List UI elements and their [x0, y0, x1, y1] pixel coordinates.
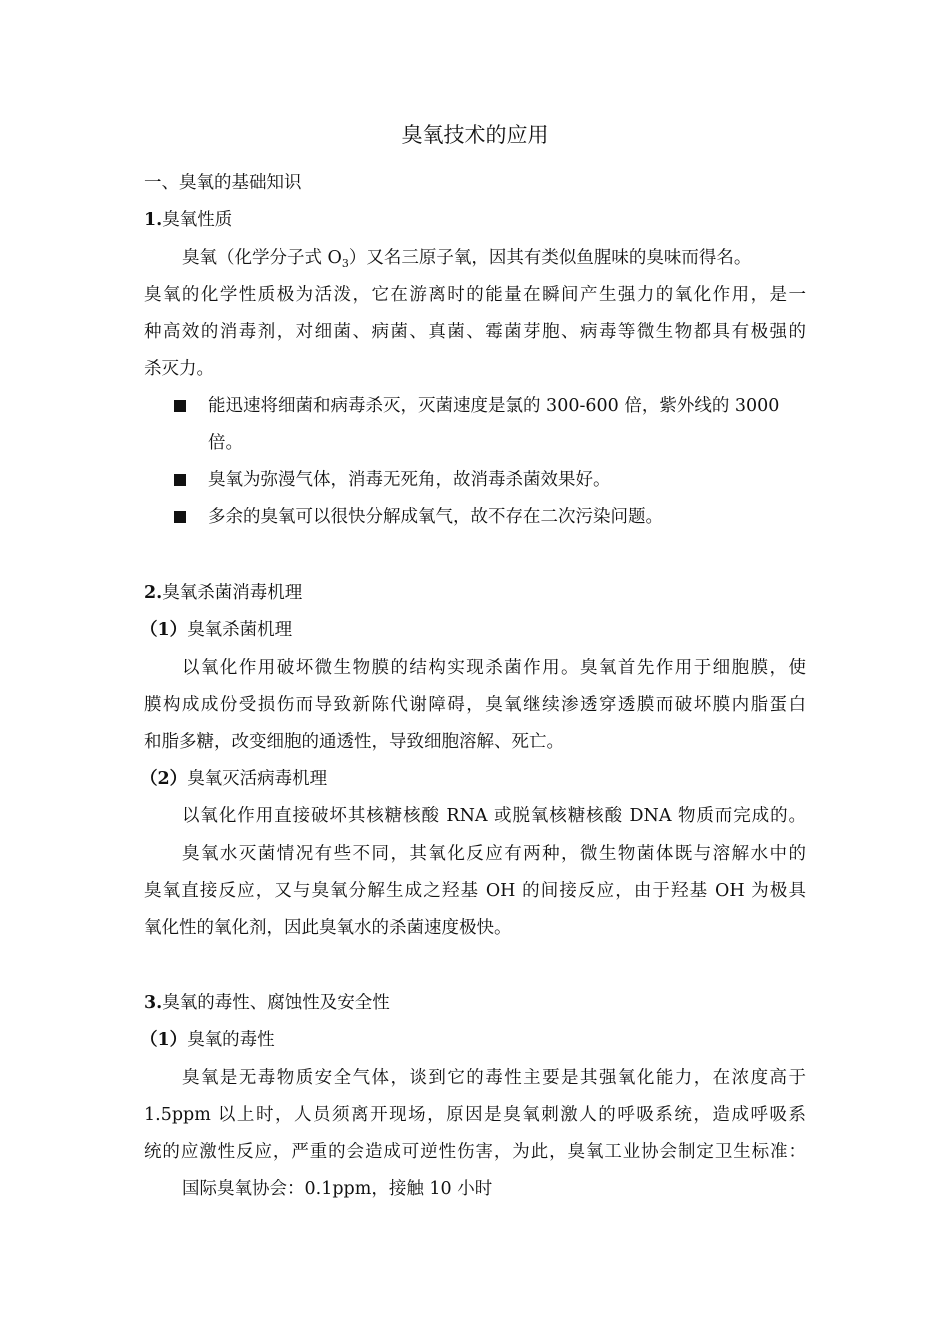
- subsection-heading-2: [144, 575, 814, 612]
- paragraph-line: 臭氧的化学性质极为活泼，它在游离时的能量在瞬间产生强力的氧化作用，是一: [144, 285, 806, 305]
- square-bullet-icon: [174, 400, 186, 412]
- square-bullet-icon: [174, 511, 186, 523]
- subsection-number: 2.: [144, 583, 163, 603]
- subsection-number: 3.: [144, 993, 163, 1013]
- paragraph-line: 和脂多糖，改变细胞的通透性，导致细胞溶解、死亡。: [144, 732, 564, 752]
- subsection-number: 1.: [144, 210, 163, 230]
- bullet-text: 能迅速将细菌和病毒杀灭，灭菌速度是氯的 300-600 倍，紫外线的 3000: [208, 396, 780, 416]
- subscript: 3: [341, 257, 349, 270]
- subsection-label: 臭氧杀菌消毒机理: [162, 583, 303, 603]
- bullet-text: 臭氧为弥漫气体，消毒无死角，故消毒杀菌效果好。: [208, 470, 611, 490]
- text-span: 臭氧（化学分子式 O: [182, 248, 342, 268]
- part-number: （1）: [140, 1030, 188, 1050]
- square-bullet-icon: [174, 474, 186, 486]
- paragraph-line: 统的应激性反应，严重的会造成可逆性伤害，为此，臭氧工业协会制定卫生标准：: [144, 1142, 806, 1162]
- paragraph-line: 以氧化作用破坏微生物膜的结构实现杀菌作用。臭氧首先作用于细胞膜，使: [182, 658, 806, 678]
- paragraph-line: 国际臭氧协会：0.1ppm，接触 10 小时: [182, 1179, 493, 1199]
- part-number: （2）: [140, 769, 188, 789]
- paragraph-line: 以氧化作用直接破坏其核糖核酸 RNA 或脱氧核糖核酸 DNA 物质而完成的。: [182, 806, 806, 826]
- paragraph-line: 氧化性的氧化剂，因此臭氧水的杀菌速度极快。: [144, 918, 512, 938]
- text-span: ）又名三原子氧，因其有类似鱼腥味的臭味而得名。: [348, 248, 752, 268]
- paragraph-line: 杀灭力。: [144, 359, 214, 379]
- document-title: 臭氧技术的应用: [401, 123, 549, 147]
- part-label: 臭氧杀菌机理: [187, 620, 293, 640]
- subsection-heading-3: [144, 985, 814, 1022]
- paragraph-line: 膜构成成份受损伤而导致新陈代谢障碍，臭氧继续渗透穿透膜而破坏膜内脂蛋白: [144, 695, 806, 715]
- paragraph-line: 臭氧水灭菌情况有些不同，其氧化反应有两种，微生物菌体既与溶解水中的: [182, 844, 806, 864]
- part-label: 臭氧灭活病毒机理: [187, 769, 328, 789]
- bullet-text: 多余的臭氧可以很快分解成氧气，故不存在二次污染问题。: [208, 507, 663, 527]
- subsection-label: 臭氧性质: [162, 210, 233, 230]
- paragraph-line: 种高效的消毒剂，对细菌、病菌、真菌、霉菌芽胞、病毒等微生物都具有极强的: [144, 322, 806, 342]
- part-label: 臭氧的毒性: [187, 1030, 275, 1050]
- part-heading: [140, 612, 810, 649]
- bullet-text: 倍。: [208, 433, 243, 453]
- paragraph-line: 臭氧是无毒物质安全气体，谈到它的毒性主要是其强氧化能力，在浓度高于: [182, 1068, 806, 1088]
- subsection-heading-1: [144, 202, 814, 239]
- part-number: （1）: [140, 620, 188, 640]
- paragraph-line: 1.5ppm 以上时，人员须离开现场，原因是臭氧刺激人的呼吸系统，造成呼吸系: [144, 1105, 806, 1125]
- part-heading: [140, 761, 810, 798]
- part-heading: [140, 1022, 810, 1059]
- subsection-label: 臭氧的毒性、腐蚀性及安全性: [162, 993, 390, 1013]
- paragraph-line: [182, 240, 852, 277]
- section-heading: 一、臭氧的基础知识: [144, 173, 302, 193]
- paragraph-line: 臭氧直接反应，又与臭氧分解生成之羟基 OH 的间接反应，由于羟基 OH 为极具: [144, 881, 806, 901]
